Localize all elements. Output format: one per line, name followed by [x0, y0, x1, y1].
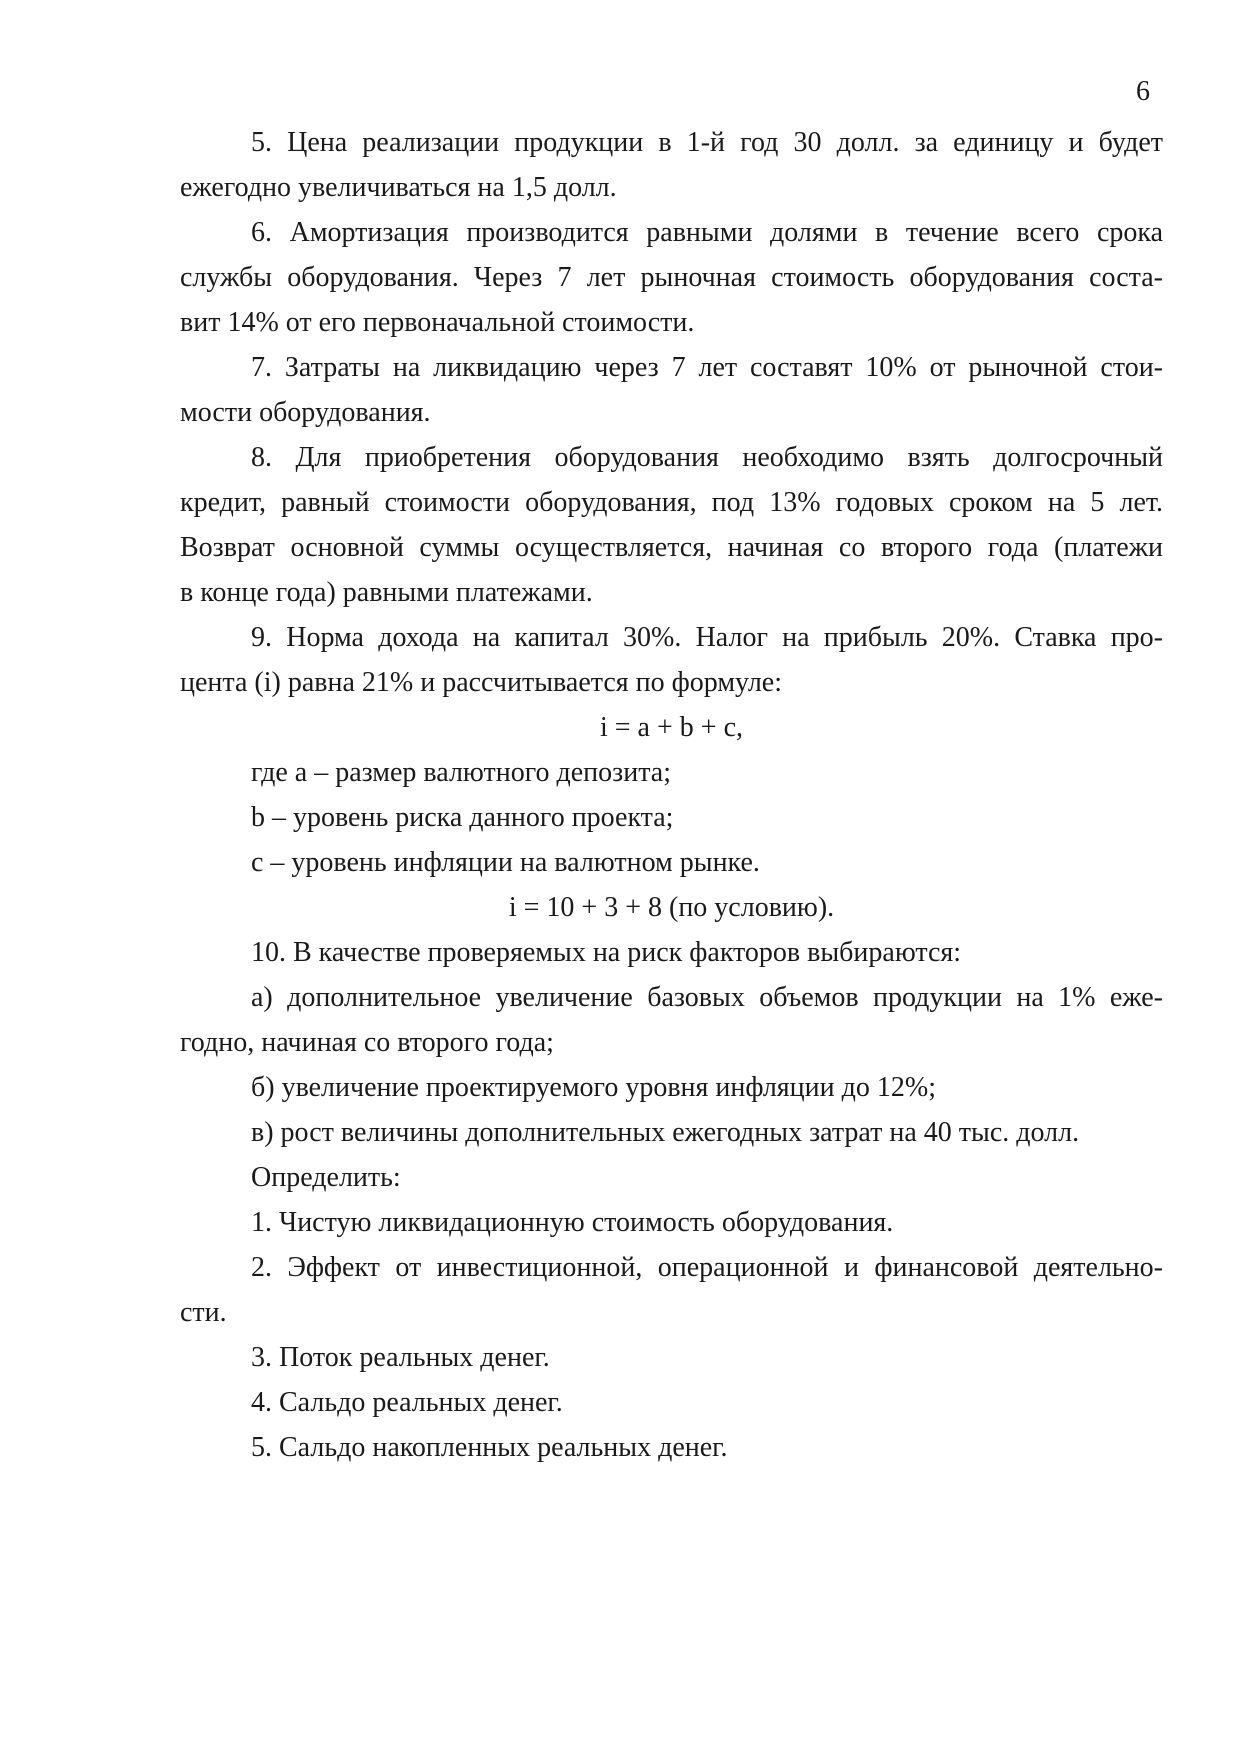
text-line: службы оборудования. Через 7 лет рыночная стоимость оборудования соста-	[180, 262, 1163, 293]
text-line: 5. Цена реализации продукции в 1-й год 30 долл. за единицу и будет	[251, 127, 1163, 158]
text-line: Определить:	[251, 1162, 401, 1193]
text-line: б) увеличение проектируемого уровня инфляции до 12%;	[251, 1072, 936, 1103]
text-line: 6. Амортизация производится равными долями в течение всего срока	[251, 217, 1163, 248]
text-line: 9. Норма дохода на капитал 30%. Налог на прибыль 20%. Ставка про-	[251, 622, 1163, 653]
text-line: 3. Поток реальных денег.	[251, 1342, 550, 1373]
text-line: годно, начиная со второго года;	[180, 1027, 554, 1058]
text-line: 10. В качестве проверяемых на риск факторов выбираются:	[251, 937, 962, 968]
text-line: в конце года) равными платежами.	[180, 577, 593, 608]
text-line: 1. Чистую ликвидационную стоимость оборудования.	[251, 1207, 894, 1238]
text-line: 2. Эффект от инвестиционной, операционной и финансовой деятельно-	[251, 1252, 1163, 1283]
text-line: 7. Затраты на ликвидацию через 7 лет составят 10% от рыночной стои-	[251, 352, 1163, 383]
text-line: ежегодно увеличиваться на 1,5 долл.	[180, 172, 617, 203]
text-line: b – уровень риска данного проекта;	[251, 802, 674, 833]
page-number: 6	[1136, 76, 1150, 107]
text-line: 5. Сальдо накопленных реальных денег.	[251, 1432, 728, 1463]
text-line: c – уровень инфляции на валютном рынке.	[251, 847, 760, 878]
formula: i = 10 + 3 + 8 (по условию).	[508, 892, 835, 923]
text-line: а) дополнительное увеличение базовых объемов продукции на 1% еже-	[251, 982, 1163, 1013]
text-line: 8. Для приобретения оборудования необходимо взять долгосрочный	[251, 442, 1163, 473]
text-line: сти.	[180, 1297, 227, 1328]
text-line: где a – размер валютного депозита;	[251, 757, 671, 788]
text-line: 4. Сальдо реальных денег.	[251, 1387, 563, 1418]
formula: i = a + b + c,	[599, 712, 743, 743]
text-line: Возврат основной суммы осуществляется, начиная со второго года (платежи	[180, 532, 1163, 563]
text-line: в) рост величины дополнительных ежегодных затрат на 40 тыс. долл.	[251, 1117, 1080, 1148]
text-line: вит 14% от его первоначальной стоимости.	[180, 307, 695, 338]
text-line: мости оборудования.	[180, 397, 431, 428]
text-line: кредит, равный стоимости оборудования, под 13% годовых сроком на 5 лет.	[180, 487, 1163, 518]
text-line: цента (i) равна 21% и рассчитывается по формуле:	[180, 667, 782, 698]
